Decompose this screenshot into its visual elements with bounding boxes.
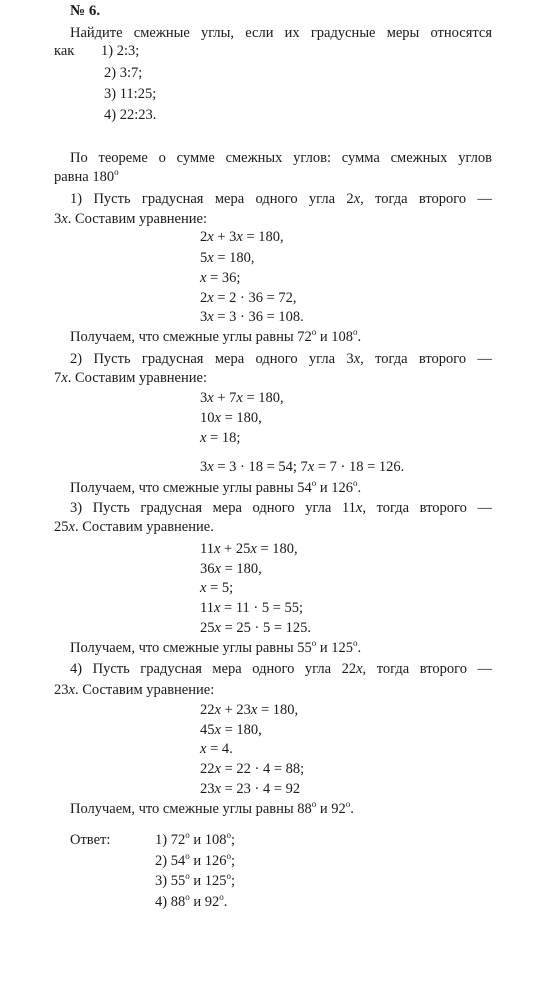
option-4: 4) 22:23.: [104, 107, 157, 123]
problem-statement-prefix: как: [54, 43, 75, 59]
option-1: 1) 2:3;: [101, 43, 140, 59]
case4-result: Получаем, что смежные углы равны 88$^o$ и 92$^o$.: [70, 799, 354, 817]
case2-eq4: 3x = 3 · 18 = 54; 7x = 7 · 18 = 126.: [200, 459, 405, 475]
case2-eq1: 3x + 7x = 180,: [200, 390, 284, 406]
option-2: 2) 3:7;: [104, 65, 143, 81]
answer-label: Ответ:: [70, 832, 111, 848]
case3-result: Получаем, что смежные углы равны 55$^o$ и 125$^o$.: [70, 638, 362, 656]
case3-intro: 3) Пусть градусная мера одного угла 11x, тогда второго —: [70, 500, 492, 516]
problem-statement-line1: Найдите смежные углы, если их градусные меры относятся: [70, 25, 492, 41]
case3-eq3: x = 5;: [200, 580, 234, 596]
case2-intro2: 7x. Составим уравнение:: [54, 370, 207, 386]
case1-result: Получаем, что смежные углы равны 72$^o$ и 108$^o$.: [70, 327, 362, 345]
answer-item-3: 3) 55$^o$ и 125$^o$;: [155, 871, 236, 889]
problem-number: № 6.: [70, 3, 101, 19]
case1-eq2: 5x = 180,: [200, 250, 255, 266]
case2-eq2: 10x = 180,: [200, 410, 262, 426]
case3-eq1: 11x + 25x = 180,: [200, 541, 298, 557]
answer-item-1: 1) 72$^o$ и 108$^o$;: [155, 830, 236, 848]
case2-result: Получаем, что смежные углы равны 54$^o$ и 126$^o$.: [70, 478, 362, 496]
theorem-line1: По теореме о сумме смежных углов: сумма смежных углов: [70, 150, 492, 166]
case4-intro2: 23x. Составим уравнение:: [54, 682, 215, 698]
case4-eq1: 22x + 23x = 180,: [200, 702, 299, 718]
case4-eq2: 45x = 180,: [200, 722, 262, 738]
case4-eq3: x = 4.: [200, 741, 233, 757]
case1-intro2: 3x. Составим уравнение:: [54, 211, 207, 227]
case1-eq4: 2x = 2 · 36 = 72,: [200, 290, 297, 306]
case3-eq4: 11x = 11 · 5 = 55;: [200, 600, 304, 616]
option-3: 3) 11:25;: [104, 86, 157, 102]
case1-eq1: 2x + 3x = 180,: [200, 229, 284, 245]
case3-eq2: 36x = 180,: [200, 561, 262, 577]
theorem-line2: равна 180$^o$: [54, 167, 119, 185]
case2-intro: 2) Пусть градусная мера одного угла 3x, тогда второго —: [70, 351, 492, 367]
case4-eq4: 22x = 22 · 4 = 88;: [200, 761, 305, 777]
case3-intro2: 25x. Составим уравнение.: [54, 519, 214, 535]
answer-item-2: 2) 54$^o$ и 126$^o$;: [155, 851, 236, 869]
case3-eq5: 25x = 25 · 5 = 125.: [200, 620, 311, 636]
case1-intro: 1) Пусть градусная мера одного угла 2x, тогда второго —: [70, 191, 492, 207]
case4-intro: 4) Пусть градусная мера одного угла 22x, тогда второго —: [70, 661, 493, 677]
case2-eq3: x = 18;: [200, 430, 241, 446]
answer-item-4: 4) 88$^o$ и 92$^o$.: [155, 892, 228, 910]
case4-eq5: 23x = 23 · 4 = 92: [200, 781, 301, 797]
case1-eq3: x = 36;: [200, 270, 241, 286]
case1-eq5: 3x = 3 · 36 = 108.: [200, 309, 304, 325]
